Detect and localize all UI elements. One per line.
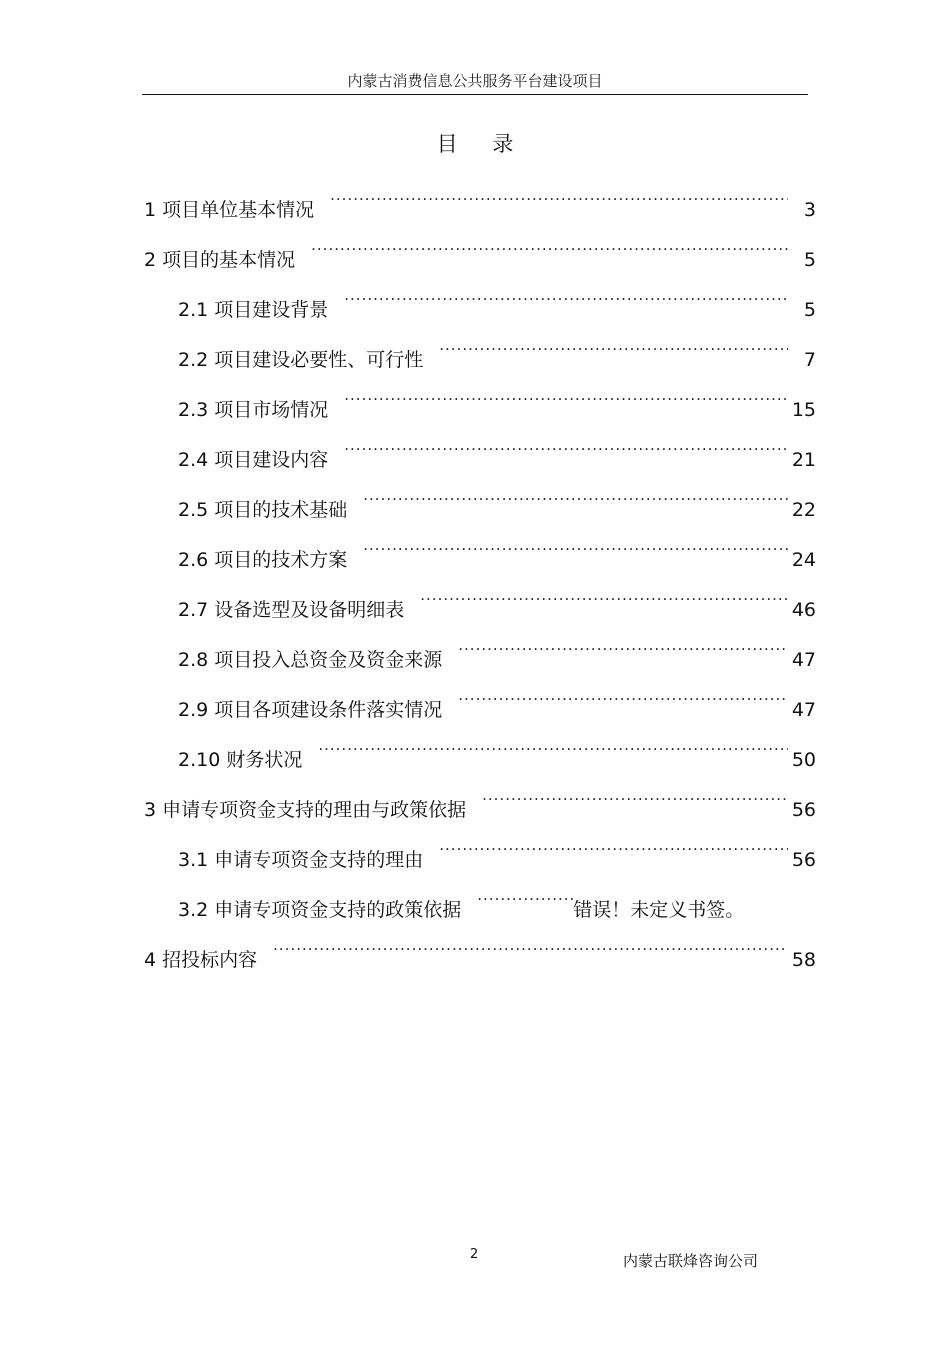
- toc-dot-leader: [477, 872, 573, 916]
- toc-entry-label: 3.2 申请专项资金支持的政策依据: [178, 899, 462, 921]
- toc-dot-leader: [363, 522, 788, 566]
- toc-dot-leader: [344, 372, 788, 416]
- toc-entry-label: 2.6 项目的技术方案: [178, 549, 348, 571]
- running-header-title: 内蒙古消费信息公共服务平台建设项目: [347, 72, 603, 90]
- toc-entry-label: 2.2 项目建设必要性、可行性: [178, 349, 424, 371]
- toc-dot-leader: [311, 222, 788, 266]
- toc-entry-page: 3: [803, 199, 816, 221]
- toc-entry-label: 2.8 项目投入总资金及资金来源: [178, 649, 443, 671]
- page-number: 2: [470, 1247, 479, 1262]
- toc-dot-leader: [458, 672, 788, 716]
- toc-entry-page: 5: [803, 249, 816, 271]
- toc-dot-leader: [344, 422, 788, 466]
- toc-entry-page: 24: [791, 549, 816, 571]
- toc-entry-label: 3.1 申请专项资金支持的理由: [178, 849, 424, 871]
- toc-entry-page: 7: [803, 349, 816, 371]
- toc-entry[interactable]: [144, 172, 816, 222]
- toc-dot-leader: [330, 172, 788, 216]
- toc-entry-label: 2.10 财务状况: [178, 749, 303, 771]
- toc-entry-label: 4 招投标内容: [144, 949, 258, 971]
- toc-entry-page: 15: [791, 399, 816, 421]
- toc-dot-leader: [344, 272, 788, 316]
- footer-company-name: 内蒙古联烽咨询公司: [623, 1252, 759, 1270]
- toc-entry-label: 1 项目单位基本情况: [144, 199, 315, 221]
- toc-dot-leader: [439, 822, 788, 866]
- toc-entry-page: 56: [791, 849, 816, 871]
- toc-entry-label: 2 项目的基本情况: [144, 249, 296, 271]
- toc-entry-page: 22: [791, 499, 816, 521]
- toc-dot-leader: [363, 472, 788, 516]
- toc-entry-page: 58: [791, 949, 816, 971]
- toc-dot-leader: [273, 922, 788, 966]
- header-divider: [142, 94, 808, 95]
- toc-entry-label: 2.3 项目市场情况: [178, 399, 329, 421]
- toc-entry-page: 56: [791, 799, 816, 821]
- toc-entry-page: 错误！未定义书签。: [573, 899, 745, 921]
- toc-entry-page: 21: [791, 449, 816, 471]
- toc-entry-label: 3 申请专项资金支持的理由与政策依据: [144, 799, 467, 821]
- toc-dot-leader: [318, 722, 788, 766]
- toc-dot-leader: [482, 772, 788, 816]
- toc-dot-leader: [439, 322, 788, 366]
- toc-entry-label: 2.4 项目建设内容: [178, 449, 329, 471]
- toc-dot-leader: [420, 572, 788, 616]
- toc-entry-label: 2.1 项目建设背景: [178, 299, 329, 321]
- toc-entry-label: 2.7 设备选型及设备明细表: [178, 599, 405, 621]
- toc-entry-page: 46: [791, 599, 816, 621]
- toc-entry-page: 47: [791, 699, 816, 721]
- table-of-contents: [144, 172, 816, 972]
- toc-entry-page: 5: [803, 299, 816, 321]
- toc-entry-label: 2.5 项目的技术基础: [178, 499, 348, 521]
- toc-dot-leader: [458, 622, 788, 666]
- toc-entry-page: 47: [791, 649, 816, 671]
- toc-entry-page: 50: [791, 749, 816, 771]
- toc-heading: 目 录: [436, 132, 528, 156]
- toc-entry-label: 2.9 项目各项建设条件落实情况: [178, 699, 443, 721]
